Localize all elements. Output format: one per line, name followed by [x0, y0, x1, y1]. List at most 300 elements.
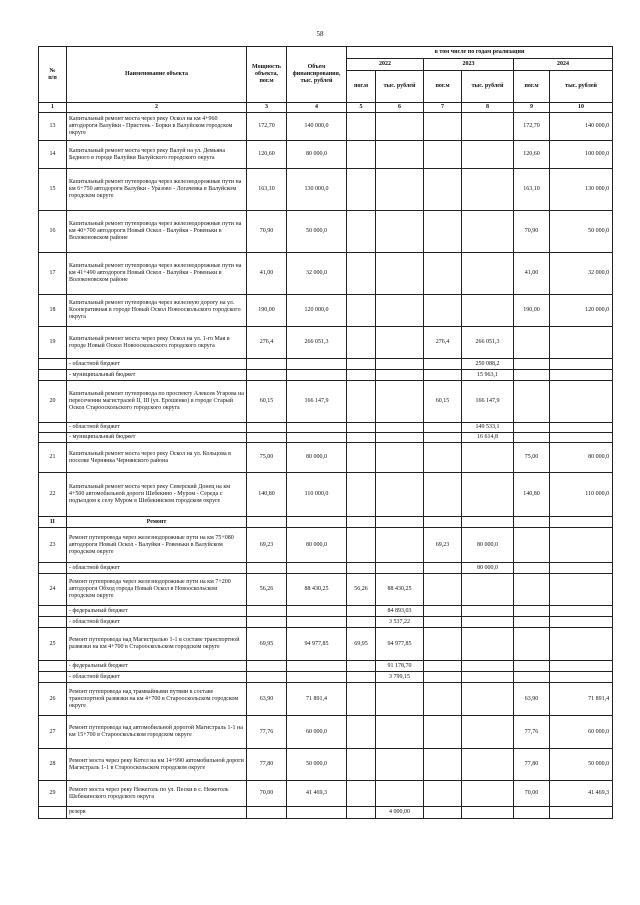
y2022-m-cell: 69,95 — [347, 628, 376, 661]
total-finance-cell: 166 147,9 — [287, 381, 347, 423]
budget-subrow — [39, 370, 613, 381]
empty-cell — [247, 606, 287, 617]
budget-subrow — [39, 617, 613, 628]
y2023-rub-cell: 149 533,1 — [462, 423, 514, 433]
capacity-cell: 75,00 — [247, 443, 287, 473]
object-name: Ремонт моста через реку Котел на км 14+990 автомобильной дороги Магистраль 1-1 в Старооскольском городском округе — [67, 749, 247, 781]
budget-source: - областной бюджет — [67, 672, 247, 683]
object-name: Капитальный ремонт путепровода через железную дорогу на ул. Кооперативная в городе Новый Оскол Новооскольского городского округа — [67, 295, 247, 327]
row-number: 25 — [39, 628, 67, 661]
empty-cell — [39, 807, 67, 819]
y2022-rub-cell — [376, 563, 424, 574]
y2023-rub-cell: 166 147,9 — [462, 381, 514, 423]
capacity-cell: 276,4 — [247, 327, 287, 359]
empty-cell — [514, 359, 550, 370]
table-row — [39, 253, 613, 295]
y2023-rub-cell — [462, 672, 514, 683]
header-by-years: в том числе по годам реализации — [347, 47, 613, 59]
empty-cell — [347, 606, 376, 617]
empty-cell — [424, 517, 462, 528]
object-name: Ремонт моста через реку Нежеголь по ул. Пески в с. Нежеголь Шебекинского городского округа — [67, 781, 247, 807]
empty-cell — [347, 807, 376, 819]
y2023-rub-cell — [462, 661, 514, 672]
budget-source: - областной бюджет — [67, 563, 247, 574]
y2022-rub-cell: 84 893,03 — [376, 606, 424, 617]
y2024-m-cell: 77,80 — [514, 749, 550, 781]
y2023-m-cell — [424, 169, 462, 211]
empty-cell — [247, 661, 287, 672]
empty-cell — [347, 370, 376, 381]
empty-cell — [462, 807, 514, 819]
y2023-rub-cell — [462, 169, 514, 211]
col-number: 9 — [514, 103, 550, 113]
empty-cell — [287, 517, 347, 528]
y2024-rub-cell — [550, 528, 613, 563]
header-finance: Объем финансирования, тыс. рублей — [287, 47, 347, 103]
budget-source: - областной бюджет — [67, 617, 247, 628]
col-number: 6 — [376, 103, 424, 113]
empty-cell — [287, 359, 347, 370]
budget-subrow — [39, 423, 613, 433]
empty-cell — [514, 433, 550, 443]
y2022-rub-cell — [376, 528, 424, 563]
col-number: 7 — [424, 103, 462, 113]
empty-cell — [287, 807, 347, 819]
header-unit-m: пог.м — [514, 71, 550, 103]
object-name: Капитальный ремонт моста через реку Северский Донец на км 4+500 автомобильной дороги Шебекино - Муром - Середа с подъездом к селу Муром в Шебекинском городском округе — [67, 473, 247, 517]
y2024-m-cell: 140,80 — [514, 473, 550, 517]
header-unit-rub: тыс. рублей — [550, 71, 613, 103]
row-number: 26 — [39, 683, 67, 716]
y2023-m-cell — [424, 141, 462, 169]
empty-cell — [424, 370, 462, 381]
col-number: 2 — [67, 103, 247, 113]
empty-cell — [247, 563, 287, 574]
empty-cell — [247, 370, 287, 381]
y2023-m-cell — [424, 473, 462, 517]
empty-cell — [550, 517, 613, 528]
object-name: Капитальный ремонт путепровода через железнодорожные пути на км 41+490 автодороги Новый Оскол - Валуйки - Ровеньки в Волоконовском районе — [67, 253, 247, 295]
y2024-m-cell — [514, 381, 550, 423]
header-name: Наименование объекта — [67, 47, 247, 103]
y2024-m-cell — [514, 574, 550, 606]
y2024-m-cell — [514, 327, 550, 359]
y2023-m-cell: 276,4 — [424, 327, 462, 359]
header-year-2023: 2023 — [424, 59, 514, 71]
y2023-m-cell — [424, 716, 462, 749]
total-finance-cell: 80 000,0 — [287, 141, 347, 169]
total-finance-cell: 140 000,0 — [287, 113, 347, 141]
empty-cell — [39, 617, 67, 628]
total-finance-cell: 88 430,25 — [287, 574, 347, 606]
empty-cell — [347, 617, 376, 628]
empty-cell — [247, 807, 287, 819]
budget-source: - муниципальный бюджет — [67, 370, 247, 381]
empty-cell — [287, 370, 347, 381]
empty-cell — [550, 606, 613, 617]
empty-cell — [424, 433, 462, 443]
header-year-2022: 2022 — [347, 59, 424, 71]
empty-cell — [347, 517, 376, 528]
y2022-rub-cell — [376, 370, 424, 381]
y2022-rub-cell — [376, 253, 424, 295]
y2024-rub-cell: 130 000,0 — [550, 169, 613, 211]
total-finance-cell: 50 000,0 — [287, 749, 347, 781]
row-number: 22 — [39, 473, 67, 517]
empty-cell — [287, 617, 347, 628]
y2022-rub-cell — [376, 211, 424, 253]
row-number: 15 — [39, 169, 67, 211]
empty-cell — [39, 433, 67, 443]
empty-cell — [347, 563, 376, 574]
budget-subrow — [39, 433, 613, 443]
capacity-cell: 70,90 — [247, 211, 287, 253]
empty-cell — [287, 661, 347, 672]
budget-source: - муниципальный бюджет — [67, 433, 247, 443]
total-finance-cell: 110 000,0 — [287, 473, 347, 517]
y2023-m-cell — [424, 683, 462, 716]
y2022-m-cell — [347, 211, 376, 253]
y2024-m-cell: 63,90 — [514, 683, 550, 716]
capacity-cell: 77,76 — [247, 716, 287, 749]
object-name: Капитальный ремонт моста через реку Оскол на ул. Кольцова в поселке Чернянка Чернянского района — [67, 443, 247, 473]
object-name: Ремонт путепровода над Магистралью 1-1 в составе транспортной развязки на км 4+700 в Старооскольском городском округе — [67, 628, 247, 661]
y2023-rub-cell — [462, 781, 514, 807]
table-row — [39, 781, 613, 807]
capacity-cell: 69,23 — [247, 528, 287, 563]
empty-cell — [39, 423, 67, 433]
capacity-cell: 63,90 — [247, 683, 287, 716]
y2024-m-cell: 163,10 — [514, 169, 550, 211]
object-name: Ремонт путепровода через железнодорожные пути на км 75+080 автодороги Новый Оскол - Валуйки - Ровеньки в Валуйском городском округе — [67, 528, 247, 563]
y2024-m-cell: 190,00 — [514, 295, 550, 327]
table-row — [39, 574, 613, 606]
empty-cell — [287, 606, 347, 617]
empty-cell — [287, 433, 347, 443]
empty-cell — [424, 661, 462, 672]
reserve-label: резерв — [67, 807, 247, 819]
y2024-m-cell: 75,00 — [514, 443, 550, 473]
row-number: 20 — [39, 381, 67, 423]
y2023-m-cell — [424, 211, 462, 253]
header-year-2024: 2024 — [514, 59, 613, 71]
empty-cell — [247, 517, 287, 528]
section-row — [39, 517, 613, 528]
empty-cell — [514, 617, 550, 628]
empty-cell — [424, 617, 462, 628]
col-number: 4 — [287, 103, 347, 113]
col-number: 8 — [462, 103, 514, 113]
y2023-m-cell — [424, 574, 462, 606]
y2023-rub-cell — [462, 253, 514, 295]
page-number: 58 — [316, 30, 324, 38]
row-number: 27 — [39, 716, 67, 749]
empty-cell — [550, 672, 613, 683]
y2023-rub-cell — [462, 211, 514, 253]
y2022-m-cell — [347, 781, 376, 807]
empty-cell — [247, 672, 287, 683]
empty-cell — [39, 370, 67, 381]
empty-cell — [287, 563, 347, 574]
table-row — [39, 381, 613, 423]
capacity-cell: 140,80 — [247, 473, 287, 517]
y2024-rub-cell: 71 891,4 — [550, 683, 613, 716]
y2022-rub-cell — [376, 113, 424, 141]
y2023-m-cell: 60,15 — [424, 381, 462, 423]
budget-source: - областной бюджет — [67, 423, 247, 433]
row-number: 16 — [39, 211, 67, 253]
y2024-rub-cell — [550, 327, 613, 359]
empty-cell — [424, 672, 462, 683]
y2023-m-cell — [424, 253, 462, 295]
header-unit-rub: тыс. рублей — [462, 71, 514, 103]
y2024-rub-cell — [550, 628, 613, 661]
y2023-rub-cell — [462, 574, 514, 606]
table-row — [39, 473, 613, 517]
y2024-rub-cell: 100 000,0 — [550, 141, 613, 169]
total-finance-cell: 71 891,4 — [287, 683, 347, 716]
row-number: 18 — [39, 295, 67, 327]
table-row — [39, 327, 613, 359]
col-number: 3 — [247, 103, 287, 113]
empty-cell — [247, 359, 287, 370]
total-finance-cell: 32 000,0 — [287, 253, 347, 295]
row-number: 19 — [39, 327, 67, 359]
y2024-rub-cell: 50 000,0 — [550, 749, 613, 781]
empty-cell — [550, 370, 613, 381]
table-row — [39, 211, 613, 253]
empty-cell — [39, 606, 67, 617]
empty-cell — [550, 433, 613, 443]
y2023-m-cell — [424, 781, 462, 807]
y2023-rub-cell — [462, 628, 514, 661]
row-number: 17 — [39, 253, 67, 295]
y2022-rub-cell: 4 000,00 — [376, 807, 424, 819]
empty-cell — [247, 433, 287, 443]
row-number: 28 — [39, 749, 67, 781]
y2024-m-cell: 41,00 — [514, 253, 550, 295]
y2022-rub-cell: 91 178,70 — [376, 661, 424, 672]
y2024-rub-cell: 60 000,0 — [550, 716, 613, 749]
row-number: 29 — [39, 781, 67, 807]
row-number: 21 — [39, 443, 67, 473]
capacity-cell: 56,26 — [247, 574, 287, 606]
col-number: 10 — [550, 103, 613, 113]
y2023-m-cell — [424, 113, 462, 141]
empty-cell — [550, 617, 613, 628]
y2022-m-cell — [347, 716, 376, 749]
object-name: Ремонт путепровода над автомобильной дорогой Магистраль 1-1 на км 15+700 в Старооскольском городском округе — [67, 716, 247, 749]
object-name: Капитальный ремонт моста через реку Оскол на км 4+960 автодороги Валуйки - Пристень - Борки в Валуйском городском округе — [67, 113, 247, 141]
y2024-rub-cell: 32 000,0 — [550, 253, 613, 295]
empty-cell — [247, 423, 287, 433]
y2023-rub-cell — [462, 141, 514, 169]
empty-cell — [376, 517, 424, 528]
y2022-rub-cell: 3 537,22 — [376, 617, 424, 628]
capacity-cell: 163,10 — [247, 169, 287, 211]
empty-cell — [550, 359, 613, 370]
table-row — [39, 528, 613, 563]
object-name: Капитальный ремонт путепровода через железнодорожные пути на км 40+700 автодороги Новый Оскол - Валуйки - Ровеньки в Волоконовском районе — [67, 211, 247, 253]
y2023-m-cell — [424, 749, 462, 781]
y2022-m-cell — [347, 381, 376, 423]
empty-cell — [39, 563, 67, 574]
table-row — [39, 141, 613, 169]
y2022-rub-cell: 94 977,85 — [376, 628, 424, 661]
table-row — [39, 683, 613, 716]
y2023-rub-cell — [462, 443, 514, 473]
y2022-m-cell — [347, 749, 376, 781]
y2023-rub-cell — [462, 749, 514, 781]
budget-source: - федеральный бюджет — [67, 606, 247, 617]
empty-cell — [347, 672, 376, 683]
y2023-rub-cell — [462, 113, 514, 141]
y2022-rub-cell — [376, 473, 424, 517]
empty-cell — [39, 359, 67, 370]
row-number: 13 — [39, 113, 67, 141]
empty-cell — [550, 807, 613, 819]
object-name: Ремонт путепровода над трамвайными путями в составе транспортной развязки на км 4+700 в Старооскольском городском округе — [67, 683, 247, 716]
empty-cell — [514, 661, 550, 672]
y2022-m-cell — [347, 327, 376, 359]
y2024-rub-cell: 120 000,0 — [550, 295, 613, 327]
y2022-rub-cell — [376, 381, 424, 423]
y2024-m-cell — [514, 628, 550, 661]
y2022-m-cell — [347, 473, 376, 517]
object-name: Капитальный ремонт путепровода через железнодорожные пути на км 6+750 автодороги Валуйки - Уразово - Логачевка в Валуйском городском округе — [67, 169, 247, 211]
total-finance-cell: 41 469,3 — [287, 781, 347, 807]
object-name: Капитальный ремонт моста через реку Валуй на ул. Демьяна Бедного в городе Валуйки Валуйского городского округа — [67, 141, 247, 169]
y2024-rub-cell: 80 000,0 — [550, 443, 613, 473]
y2024-m-cell — [514, 528, 550, 563]
row-number: 14 — [39, 141, 67, 169]
empty-cell — [514, 563, 550, 574]
budget-subrow — [39, 672, 613, 683]
y2022-rub-cell — [376, 716, 424, 749]
total-finance-cell: 80 000,0 — [287, 528, 347, 563]
y2022-m-cell — [347, 113, 376, 141]
y2022-m-cell — [347, 169, 376, 211]
empty-cell — [514, 807, 550, 819]
objects-table — [38, 46, 613, 819]
empty-cell — [550, 423, 613, 433]
empty-cell — [287, 423, 347, 433]
header-num: № п/п — [39, 47, 67, 103]
y2023-rub-cell — [462, 295, 514, 327]
table-row — [39, 628, 613, 661]
y2022-rub-cell: 3 799,15 — [376, 672, 424, 683]
y2022-m-cell — [347, 141, 376, 169]
object-name: Капитальный ремонт путепровода по проспекту Алексея Угарова на пересечении магистралей II, III (ул. Ерошенко) в городе Старый Оскол Старооскольского городского округа — [67, 381, 247, 423]
y2023-rub-cell: 266 051,3 — [462, 327, 514, 359]
table-row — [39, 295, 613, 327]
y2024-m-cell: 120,60 — [514, 141, 550, 169]
y2022-rub-cell — [376, 295, 424, 327]
capacity-cell: 77,80 — [247, 749, 287, 781]
y2023-rub-cell: 16 614,8 — [462, 433, 514, 443]
y2024-rub-cell: 110 000,0 — [550, 473, 613, 517]
budget-subrow — [39, 606, 613, 617]
y2023-rub-cell — [462, 716, 514, 749]
empty-cell — [514, 606, 550, 617]
capacity-cell: 120,60 — [247, 141, 287, 169]
y2023-rub-cell — [462, 617, 514, 628]
y2022-rub-cell — [376, 683, 424, 716]
y2023-rub-cell: 250 088,2 — [462, 359, 514, 370]
y2022-rub-cell — [376, 141, 424, 169]
section-title: Ремонт — [67, 517, 247, 528]
y2024-rub-cell: 50 000,0 — [550, 211, 613, 253]
col-number: 5 — [347, 103, 376, 113]
total-finance-cell: 80 000,0 — [287, 443, 347, 473]
y2023-rub-cell: 80 000,0 — [462, 563, 514, 574]
total-finance-cell: 50 000,0 — [287, 211, 347, 253]
total-finance-cell: 60 000,0 — [287, 716, 347, 749]
empty-cell — [514, 517, 550, 528]
reserve-row — [39, 807, 613, 819]
total-finance-cell: 266 051,3 — [287, 327, 347, 359]
y2023-m-cell — [424, 295, 462, 327]
empty-cell — [39, 672, 67, 683]
capacity-cell: 41,00 — [247, 253, 287, 295]
budget-source: - областной бюджет — [67, 359, 247, 370]
empty-cell — [514, 672, 550, 683]
empty-cell — [347, 661, 376, 672]
section-number: II — [39, 517, 67, 528]
y2022-rub-cell — [376, 327, 424, 359]
y2023-rub-cell — [462, 473, 514, 517]
col-number: 1 — [39, 103, 67, 113]
empty-cell — [347, 359, 376, 370]
object-name: Ремонт путепровода через железнодорожные пути на км 7+200 автодороги Обход города Новый Оскол в Новооскольском городском округе — [67, 574, 247, 606]
y2024-rub-cell: 41 469,3 — [550, 781, 613, 807]
y2022-rub-cell — [376, 443, 424, 473]
total-finance-cell: 130 000,0 — [287, 169, 347, 211]
column-numbers-row — [39, 103, 613, 113]
empty-cell — [347, 433, 376, 443]
header-unit-rub: тыс. рублей — [376, 71, 424, 103]
y2024-m-cell: 172,70 — [514, 113, 550, 141]
y2022-rub-cell — [376, 169, 424, 211]
y2023-rub-cell — [462, 606, 514, 617]
budget-source: - федеральный бюджет — [67, 661, 247, 672]
empty-cell — [424, 606, 462, 617]
capacity-cell: 60,15 — [247, 381, 287, 423]
empty-cell — [424, 423, 462, 433]
y2022-m-cell — [347, 528, 376, 563]
y2023-m-cell — [424, 628, 462, 661]
empty-cell — [424, 807, 462, 819]
y2022-rub-cell — [376, 781, 424, 807]
budget-subrow — [39, 563, 613, 574]
row-number: 23 — [39, 528, 67, 563]
y2024-m-cell: 70,00 — [514, 781, 550, 807]
table-row — [39, 169, 613, 211]
capacity-cell: 69,95 — [247, 628, 287, 661]
y2023-rub-cell — [462, 683, 514, 716]
empty-cell — [247, 617, 287, 628]
y2024-rub-cell — [550, 574, 613, 606]
empty-cell — [550, 661, 613, 672]
y2022-rub-cell — [376, 359, 424, 370]
y2024-m-cell: 70,90 — [514, 211, 550, 253]
y2022-m-cell — [347, 683, 376, 716]
y2022-rub-cell: 88 430,25 — [376, 574, 424, 606]
y2022-rub-cell — [376, 433, 424, 443]
y2022-m-cell — [347, 443, 376, 473]
table-row — [39, 113, 613, 141]
budget-subrow — [39, 661, 613, 672]
